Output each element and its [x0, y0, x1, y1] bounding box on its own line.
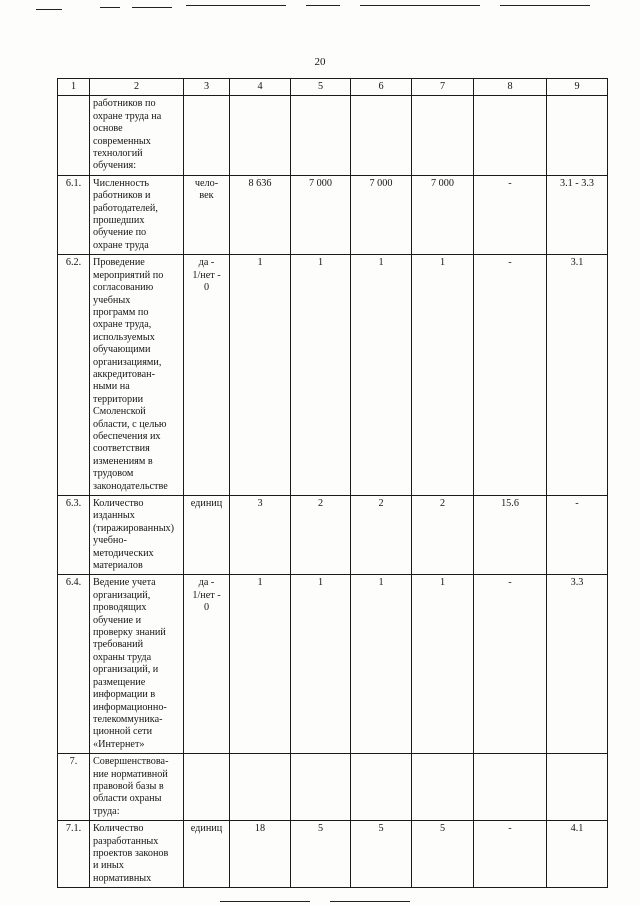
value-cell-v5: 7 000 [291, 175, 351, 254]
unit-cell [184, 175, 230, 254]
value-cell-v5 [291, 96, 351, 175]
indicator-line: области, с целью [93, 418, 167, 430]
unit-cell [184, 575, 230, 754]
value-cell-v6: 1 [351, 575, 412, 754]
unit-line: да - [198, 257, 215, 269]
value-cell-v4: 18 [230, 821, 291, 888]
value-cell-v5: 1 [291, 255, 351, 496]
indicator-line: проектов законов [93, 847, 169, 859]
row-number-cell: 6.3. [58, 496, 90, 575]
row-number-cell: 6.2. [58, 255, 90, 496]
indicator-name-cell [90, 821, 184, 888]
value-cell-v8: - [474, 575, 547, 754]
value-cell-v9: 3.3 [547, 575, 608, 754]
value-cell-v7: 7 000 [412, 175, 474, 254]
indicator-line: «Интернет» [93, 738, 145, 750]
indicator-line: Совершенствова- [93, 756, 169, 768]
value-cell-v7: 1 [412, 255, 474, 496]
value-cell-v9 [547, 96, 608, 175]
table-row [58, 175, 608, 254]
table-row [58, 575, 608, 754]
indicator-line: (тиражированных) [93, 522, 175, 534]
value-cell-v6: 1 [351, 255, 412, 496]
value-cell-v9 [547, 754, 608, 821]
unit-cell [184, 96, 230, 175]
value-cell-v7 [412, 96, 474, 175]
indicator-line: Количество [93, 498, 144, 509]
indicator-line: ние нормативной [93, 768, 168, 780]
unit-line: 0 [203, 602, 210, 614]
indicator-line: Численность [93, 177, 150, 189]
header-row [58, 79, 608, 96]
column-header: 2 [90, 79, 184, 96]
indicator-name-cell [90, 496, 184, 575]
value-cell-v8: - [474, 821, 547, 888]
indicator-line: требований [93, 639, 144, 651]
indicator-line: размещение [93, 676, 146, 688]
value-cell-v6: 7 000 [351, 175, 412, 254]
value-cell-v6 [351, 754, 412, 821]
unit-cell [184, 754, 230, 821]
table-row [58, 496, 608, 575]
indicator-line: организациями, [93, 356, 162, 368]
indicator-line: обучающими [93, 344, 151, 356]
column-header: 8 [474, 79, 547, 96]
value-cell-v5: 2 [291, 496, 351, 575]
indicator-name-cell [90, 255, 184, 496]
unit-cell [184, 496, 230, 575]
value-cell-v4: 1 [230, 575, 291, 754]
value-cell-v7 [412, 754, 474, 821]
value-cell-v9: - [547, 496, 608, 575]
value-cell-v7: 5 [412, 821, 474, 888]
indicator-name-cell [90, 754, 184, 821]
indicator-line: материалов [93, 560, 143, 572]
indicator-line: территории [93, 393, 144, 405]
indicator-line: работников по [93, 98, 156, 110]
value-cell-v5: 5 [291, 821, 351, 888]
value-cell-v6 [351, 96, 412, 175]
unit-line: 1/нет - [192, 269, 221, 281]
indicator-line: охраны труда [93, 651, 152, 663]
column-header: 7 [412, 79, 474, 96]
indicator-line: современных [93, 135, 151, 147]
indicator-name-cell [90, 96, 184, 175]
indicator-line: согласованию [93, 282, 154, 294]
indicator-name-cell [90, 175, 184, 254]
indicator-line: проверку знаний [93, 627, 166, 639]
unit-cell [184, 821, 230, 888]
table-row [58, 821, 608, 888]
table-row [58, 754, 608, 821]
indicator-line: учебных [93, 294, 131, 306]
indicator-line: охране труда, [93, 319, 152, 331]
page-number: 20 [314, 56, 326, 68]
indicator-line: технологий [93, 148, 143, 160]
indicator-line: проводящих [93, 602, 147, 614]
table-row [58, 96, 608, 175]
value-cell-v4: 3 [230, 496, 291, 575]
unit-line: единиц [190, 823, 223, 835]
indicator-line: изменениям в [93, 455, 153, 467]
value-cell-v5: 1 [291, 575, 351, 754]
indicator-line: охране труда на [93, 110, 162, 122]
value-cell-v6: 5 [351, 821, 412, 888]
value-cell-v4 [230, 754, 291, 821]
value-cell-v6: 2 [351, 496, 412, 575]
indicator-line: учебно- [93, 535, 127, 547]
indicator-line: охране труда [93, 239, 149, 251]
value-cell-v4: 8 636 [230, 175, 291, 254]
indicator-line: информации в [93, 689, 156, 701]
indicator-line: обеспечения их [93, 430, 161, 442]
indicator-line: Количество [93, 823, 144, 835]
indicator-line: обучение и [93, 614, 142, 626]
value-cell-v4 [230, 96, 291, 175]
indicator-line: программ по [93, 306, 149, 318]
data-table [57, 78, 608, 888]
indicator-line: организаций, [93, 589, 151, 601]
unit-line: 0 [203, 282, 210, 294]
value-cell-v8: 15.6 [474, 496, 547, 575]
value-cell-v9: 3.1 - 3.3 [547, 175, 608, 254]
indicator-line: соответствия [93, 443, 150, 455]
indicator-line: разработанных [93, 835, 159, 847]
indicator-name-cell [90, 575, 184, 754]
value-cell-v7: 2 [412, 496, 474, 575]
row-number-cell: 7. [58, 754, 90, 821]
value-cell-v8 [474, 96, 547, 175]
indicator-line: работников и [93, 190, 151, 202]
value-cell-v4: 1 [230, 255, 291, 496]
unit-line: век [199, 190, 214, 202]
indicator-line: прошедших [93, 215, 145, 227]
indicator-line: Смоленской [93, 406, 146, 418]
unit-line: чело- [194, 177, 219, 189]
indicator-line: основе [93, 123, 123, 135]
indicator-line: области охраны [93, 793, 162, 805]
column-header: 3 [184, 79, 230, 96]
value-cell-v9: 4.1 [547, 821, 608, 888]
row-number-cell: 6.4. [58, 575, 90, 754]
unit-line: да - [198, 577, 215, 589]
row-number-cell: 7.1. [58, 821, 90, 888]
unit-cell [184, 255, 230, 496]
column-header: 9 [547, 79, 608, 96]
indicator-line: Проведение [93, 257, 145, 269]
value-cell-v5 [291, 754, 351, 821]
unit-line: единиц [190, 498, 223, 509]
indicator-line: организаций, и [93, 664, 159, 676]
value-cell-v7: 1 [412, 575, 474, 754]
row-number-cell: 6.1. [58, 175, 90, 254]
column-header: 6 [351, 79, 412, 96]
value-cell-v8 [474, 754, 547, 821]
indicator-line: работодателей, [93, 202, 158, 214]
indicator-line: нормативных [93, 872, 152, 884]
indicator-line: информационно- [93, 701, 167, 713]
indicator-line: мероприятий по [93, 269, 164, 281]
column-header: 4 [230, 79, 291, 96]
value-cell-v9: 3.1 [547, 255, 608, 496]
table-row [58, 255, 608, 496]
indicator-line: методических [93, 547, 154, 559]
value-cell-v8: - [474, 255, 547, 496]
indicator-line: трудовом [93, 468, 134, 480]
indicator-line: ными на [93, 381, 130, 393]
indicator-line: законодательстве [93, 480, 168, 492]
indicator-line: используемых [93, 331, 155, 343]
indicator-line: телекоммуника- [93, 713, 163, 725]
indicator-line: обучения: [93, 160, 137, 172]
indicator-line: правовой базы в [93, 780, 164, 792]
indicator-line: изданных [93, 510, 135, 522]
indicator-line: обучение по [93, 227, 147, 239]
indicator-line: ционной сети [93, 726, 153, 738]
unit-line: 1/нет - [192, 589, 221, 601]
indicator-line: аккредитован- [93, 368, 155, 380]
column-header: 5 [291, 79, 351, 96]
value-cell-v8: - [474, 175, 547, 254]
row-number-cell [58, 96, 90, 175]
indicator-line: труда: [93, 805, 120, 817]
column-header: 1 [58, 79, 90, 96]
indicator-line: Ведение учета [93, 577, 156, 589]
indicator-line: и иных [93, 860, 124, 872]
